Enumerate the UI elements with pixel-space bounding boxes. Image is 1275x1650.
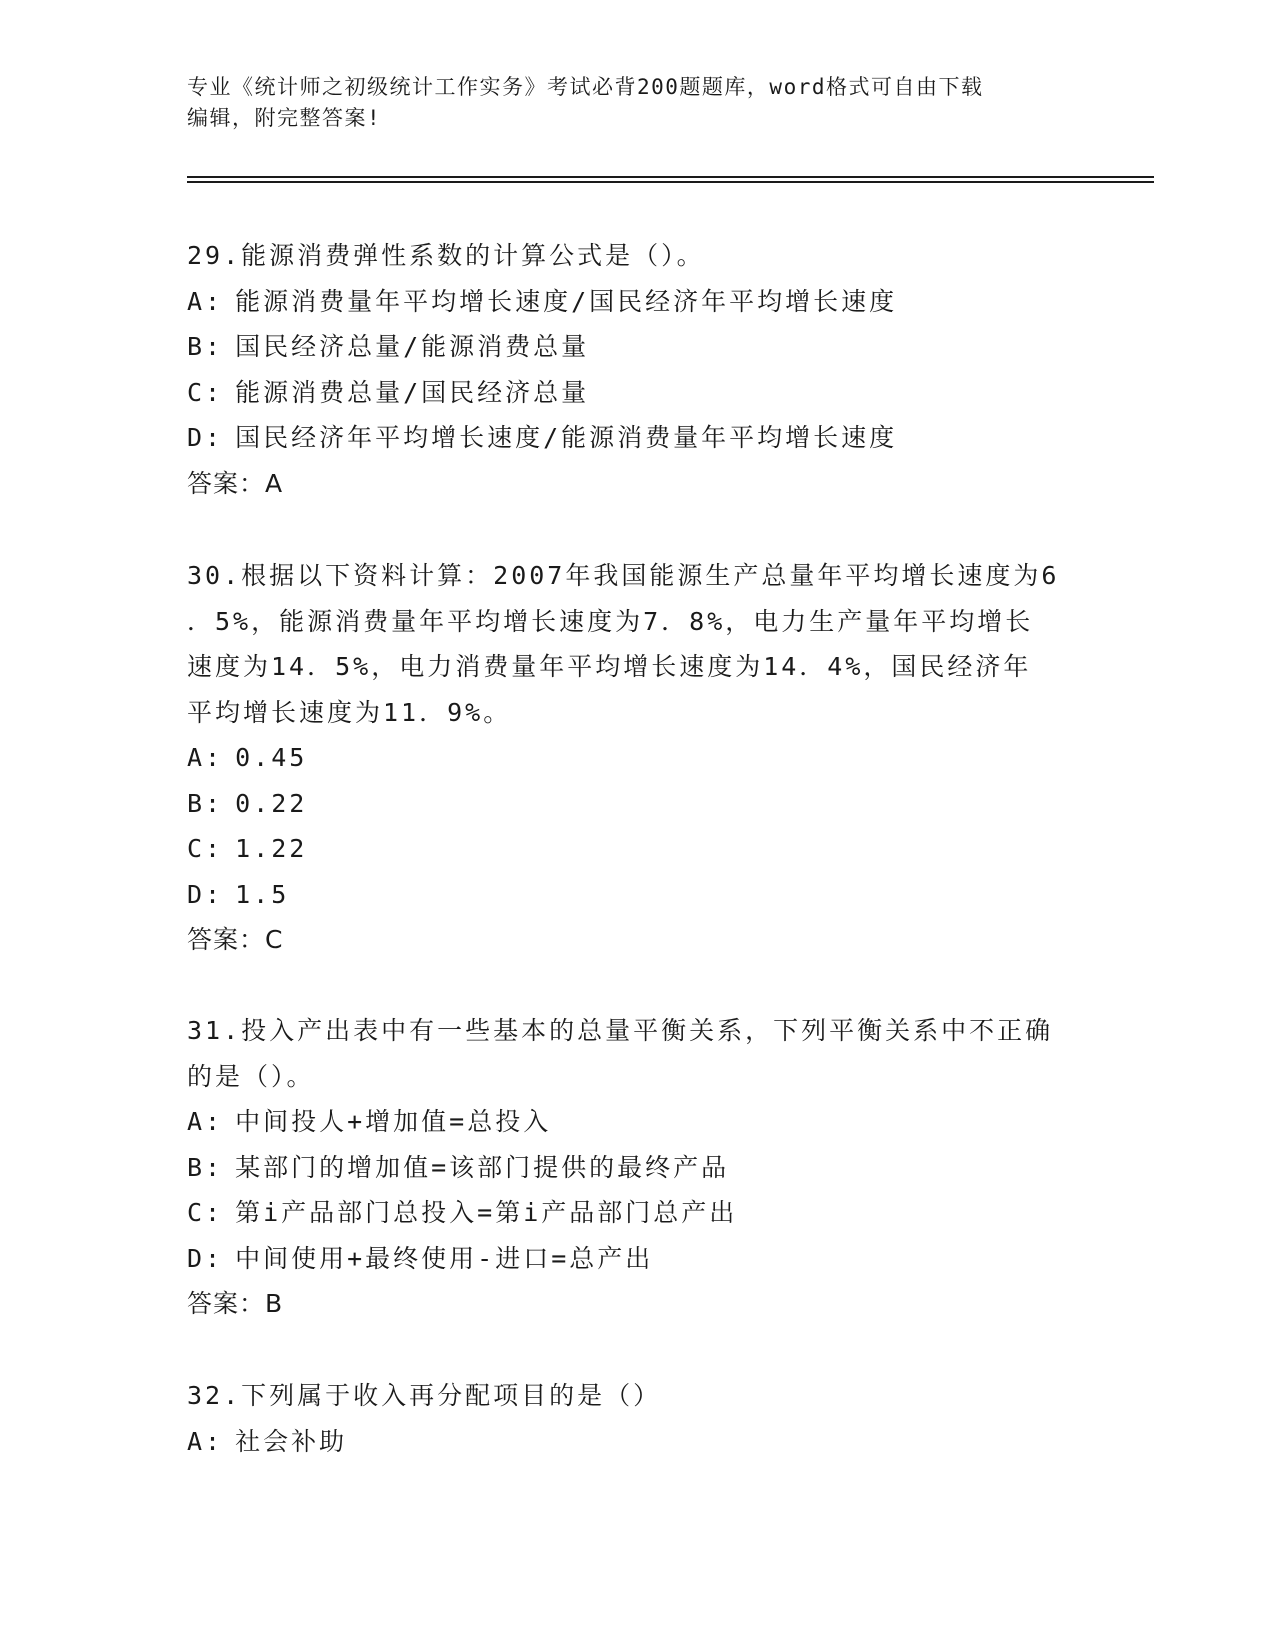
option-letter: C: <box>187 834 224 863</box>
question-30 <box>187 553 1087 963</box>
option-letter: D: <box>187 1243 224 1273</box>
option-b <box>187 781 1087 827</box>
question-stem-line: ．5%，能源消费量年平均增长速度为7．8%，电力生产量年平均增长 <box>187 606 1034 636</box>
header-divider-bottom <box>187 181 1154 183</box>
option-c <box>187 1190 1087 1236</box>
answer-label: 答案：A <box>187 468 284 498</box>
question-stem-line: 的是（）。 <box>187 1061 315 1091</box>
option-b <box>187 324 1087 370</box>
option-text: 0.45 <box>235 743 308 772</box>
option-text: 国民经济年平均增长速度/能源消费量年平均增长速度 <box>235 423 898 452</box>
option-letter: A: <box>187 743 224 772</box>
option-letter: A: <box>187 1107 224 1136</box>
option-letter: C: <box>187 1198 224 1227</box>
option-d <box>187 872 1087 918</box>
option-c <box>187 370 1087 416</box>
option-text: 某部门的增加值=该部门提供的最终产品 <box>235 1152 730 1182</box>
question-stem: 32.下列属于收入再分配项目的是（） <box>187 1381 662 1410</box>
option-letter: A: <box>187 1426 224 1456</box>
question-stem-line: 平均增长速度为11．9%。 <box>187 697 512 727</box>
option-a <box>187 1419 1087 1465</box>
option-b <box>187 1145 1087 1191</box>
option-c <box>187 826 1087 872</box>
question-stem-line: 31.投入产出表中有一些基本的总量平衡关系，下列平衡关系中不正确 <box>187 1016 1054 1045</box>
header-line-1: 专业《统计师之初级统计工作实务》考试必背200题题库，word格式可自由下载 <box>187 75 984 99</box>
question-stem: 29.能源消费弹性系数的计算公式是（）。 <box>187 241 705 270</box>
answer-label: 答案：B <box>187 1289 284 1318</box>
option-text: 1.22 <box>235 834 308 863</box>
option-text: 中间投人+增加值=总投入 <box>235 1107 552 1136</box>
question-stem-line: 30.根据以下资料计算：2007年我国能源生产总量年平均增长速度为6 <box>187 561 1060 590</box>
option-a <box>187 735 1087 781</box>
header-divider-top <box>187 176 1154 178</box>
option-text: 第i产品部门总投入=第i产品部门总产出 <box>235 1198 738 1227</box>
document-header <box>187 72 1067 134</box>
option-text: 能源消费总量/国民经济总量 <box>235 377 590 407</box>
option-text: 中间使用+最终使用-进口=总产出 <box>235 1243 654 1273</box>
option-text: 国民经济总量/能源消费总量 <box>235 332 590 361</box>
option-d <box>187 415 1087 461</box>
option-a <box>187 1099 1087 1145</box>
option-letter: A: <box>187 286 224 316</box>
option-letter: B: <box>187 1152 224 1182</box>
option-d <box>187 1236 1087 1282</box>
option-letter: C: <box>187 377 224 407</box>
option-letter: D: <box>187 879 224 909</box>
option-text: 能源消费量年平均增长速度/国民经济年平均增长速度 <box>235 286 898 316</box>
option-a <box>187 279 1087 325</box>
option-text: 1.5 <box>235 879 290 909</box>
option-text: 0.22 <box>235 788 308 818</box>
answer-label: 答案：C <box>187 925 284 954</box>
question-31 <box>187 1008 1087 1327</box>
question-stem-line: 速度为14．5%，电力消费量年平均增长速度为14．4%，国民经济年 <box>187 652 1032 681</box>
question-29 <box>187 233 1087 506</box>
option-letter: B: <box>187 332 224 361</box>
option-text: 社会补助 <box>235 1426 348 1456</box>
question-32 <box>187 1373 1087 1464</box>
option-letter: B: <box>187 788 224 818</box>
header-line-2: 编辑，附完整答案! <box>187 106 382 130</box>
option-letter: D: <box>187 423 224 452</box>
